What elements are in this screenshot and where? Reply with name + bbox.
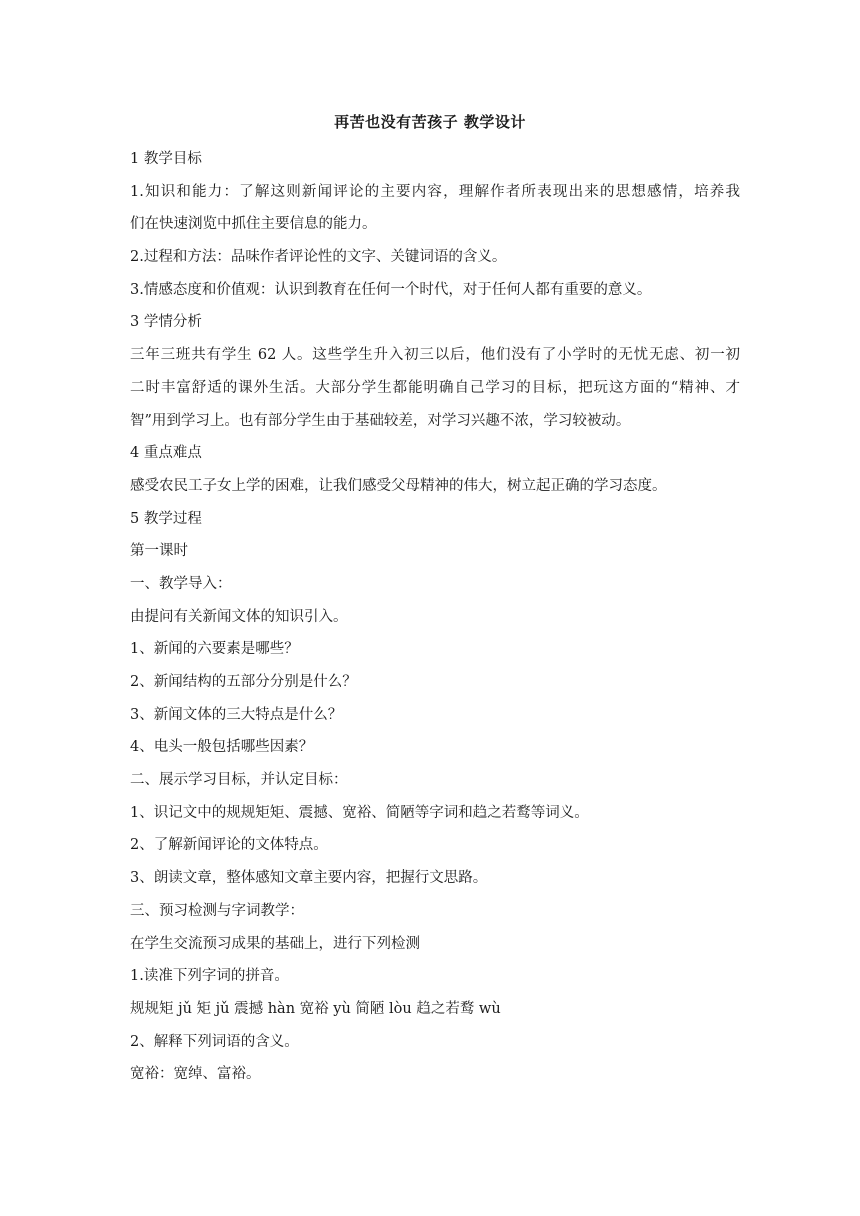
heading-teaching-process: 5 教学过程 — [130, 510, 202, 527]
paragraph-line: 由提问有关新闻文体的知识引入。 — [130, 608, 348, 625]
list-item: 1、识记文中的规规矩矩、震撼、宽裕、简陋等字词和趋之若鹜等词义。 — [130, 804, 589, 821]
list-item: 1、新闻的六要素是哪些？ — [130, 641, 299, 658]
definition-line: 宽裕：宽绰、富裕。 — [130, 1066, 261, 1083]
paragraph-line: 智”用到学习上。也有部分学生由于基础较差，对学习兴趣不浓，学习较被动。 — [130, 412, 631, 429]
list-item: 2、解释下列词语的含义。 — [130, 1033, 299, 1050]
section-heading: 三、预习检测与字词教学： — [130, 902, 304, 919]
section-heading: 一、教学导入： — [130, 575, 232, 592]
heading-student-analysis: 3 学情分析 — [130, 314, 202, 331]
document-title: 再苦也没有苦孩子 教学设计 — [334, 113, 526, 131]
list-item: 1.读准下列字词的拼音。 — [130, 968, 289, 985]
heading-key-difficulties: 4 重点难点 — [130, 445, 202, 462]
paragraph-line: 们在快速浏览中抓住主要信息的能力。 — [130, 216, 377, 233]
paragraph-line: 2.过程和方法：品味作者评论性的文字、关键词语的含义。 — [130, 249, 507, 266]
paragraph-line: 在学生交流预习成果的基础上，进行下列检测 — [130, 935, 420, 952]
heading-objectives: 1 教学目标 — [130, 151, 202, 167]
paragraph-line: 二时丰富舒适的课外生活。大部分学生都能明确自己学习的目标，把玩这方面的“精神、才 — [130, 379, 740, 396]
paragraph-line: 1.知识和能力：了解这则新闻评论的主要内容，理解作者所表现出来的思想感情，培养我 — [130, 183, 740, 200]
paragraph-line: 感受农民工子女上学的困难，让我们感受父母精神的伟大，树立起正确的学习态度。 — [130, 477, 667, 494]
list-item: 2、了解新闻评论的文体特点。 — [130, 837, 328, 854]
list-item: 4、电头一般包括哪些因素？ — [130, 739, 314, 756]
document-body — [130, 143, 740, 1091]
paragraph-line: 三年三班共有学生 62 人。这些学生升入初三以后，他们没有了小学时的无忧无虑、初一初 — [130, 347, 740, 364]
section-heading: 二、展示学习目标，并认定目标： — [130, 772, 348, 789]
paragraph-line: 3.情感态度和价值观：认识到教育在任何一个时代，对于任何人都有重要的意义。 — [130, 281, 652, 298]
list-item: 2、新闻结构的五部分分别是什么？ — [130, 674, 357, 690]
pinyin-line: 规规矩 jǔ 矩 jǔ 震撼 hàn 宽裕 yù 简陋 lòu 趋之若鹜 wù — [130, 1000, 501, 1017]
subheading-first-lesson: 第一课时 — [130, 543, 188, 560]
list-item: 3、新闻文体的三大特点是什么？ — [130, 706, 343, 723]
list-item: 3、朗读文章，整体感知文章主要内容，把握行文思路。 — [130, 870, 488, 887]
